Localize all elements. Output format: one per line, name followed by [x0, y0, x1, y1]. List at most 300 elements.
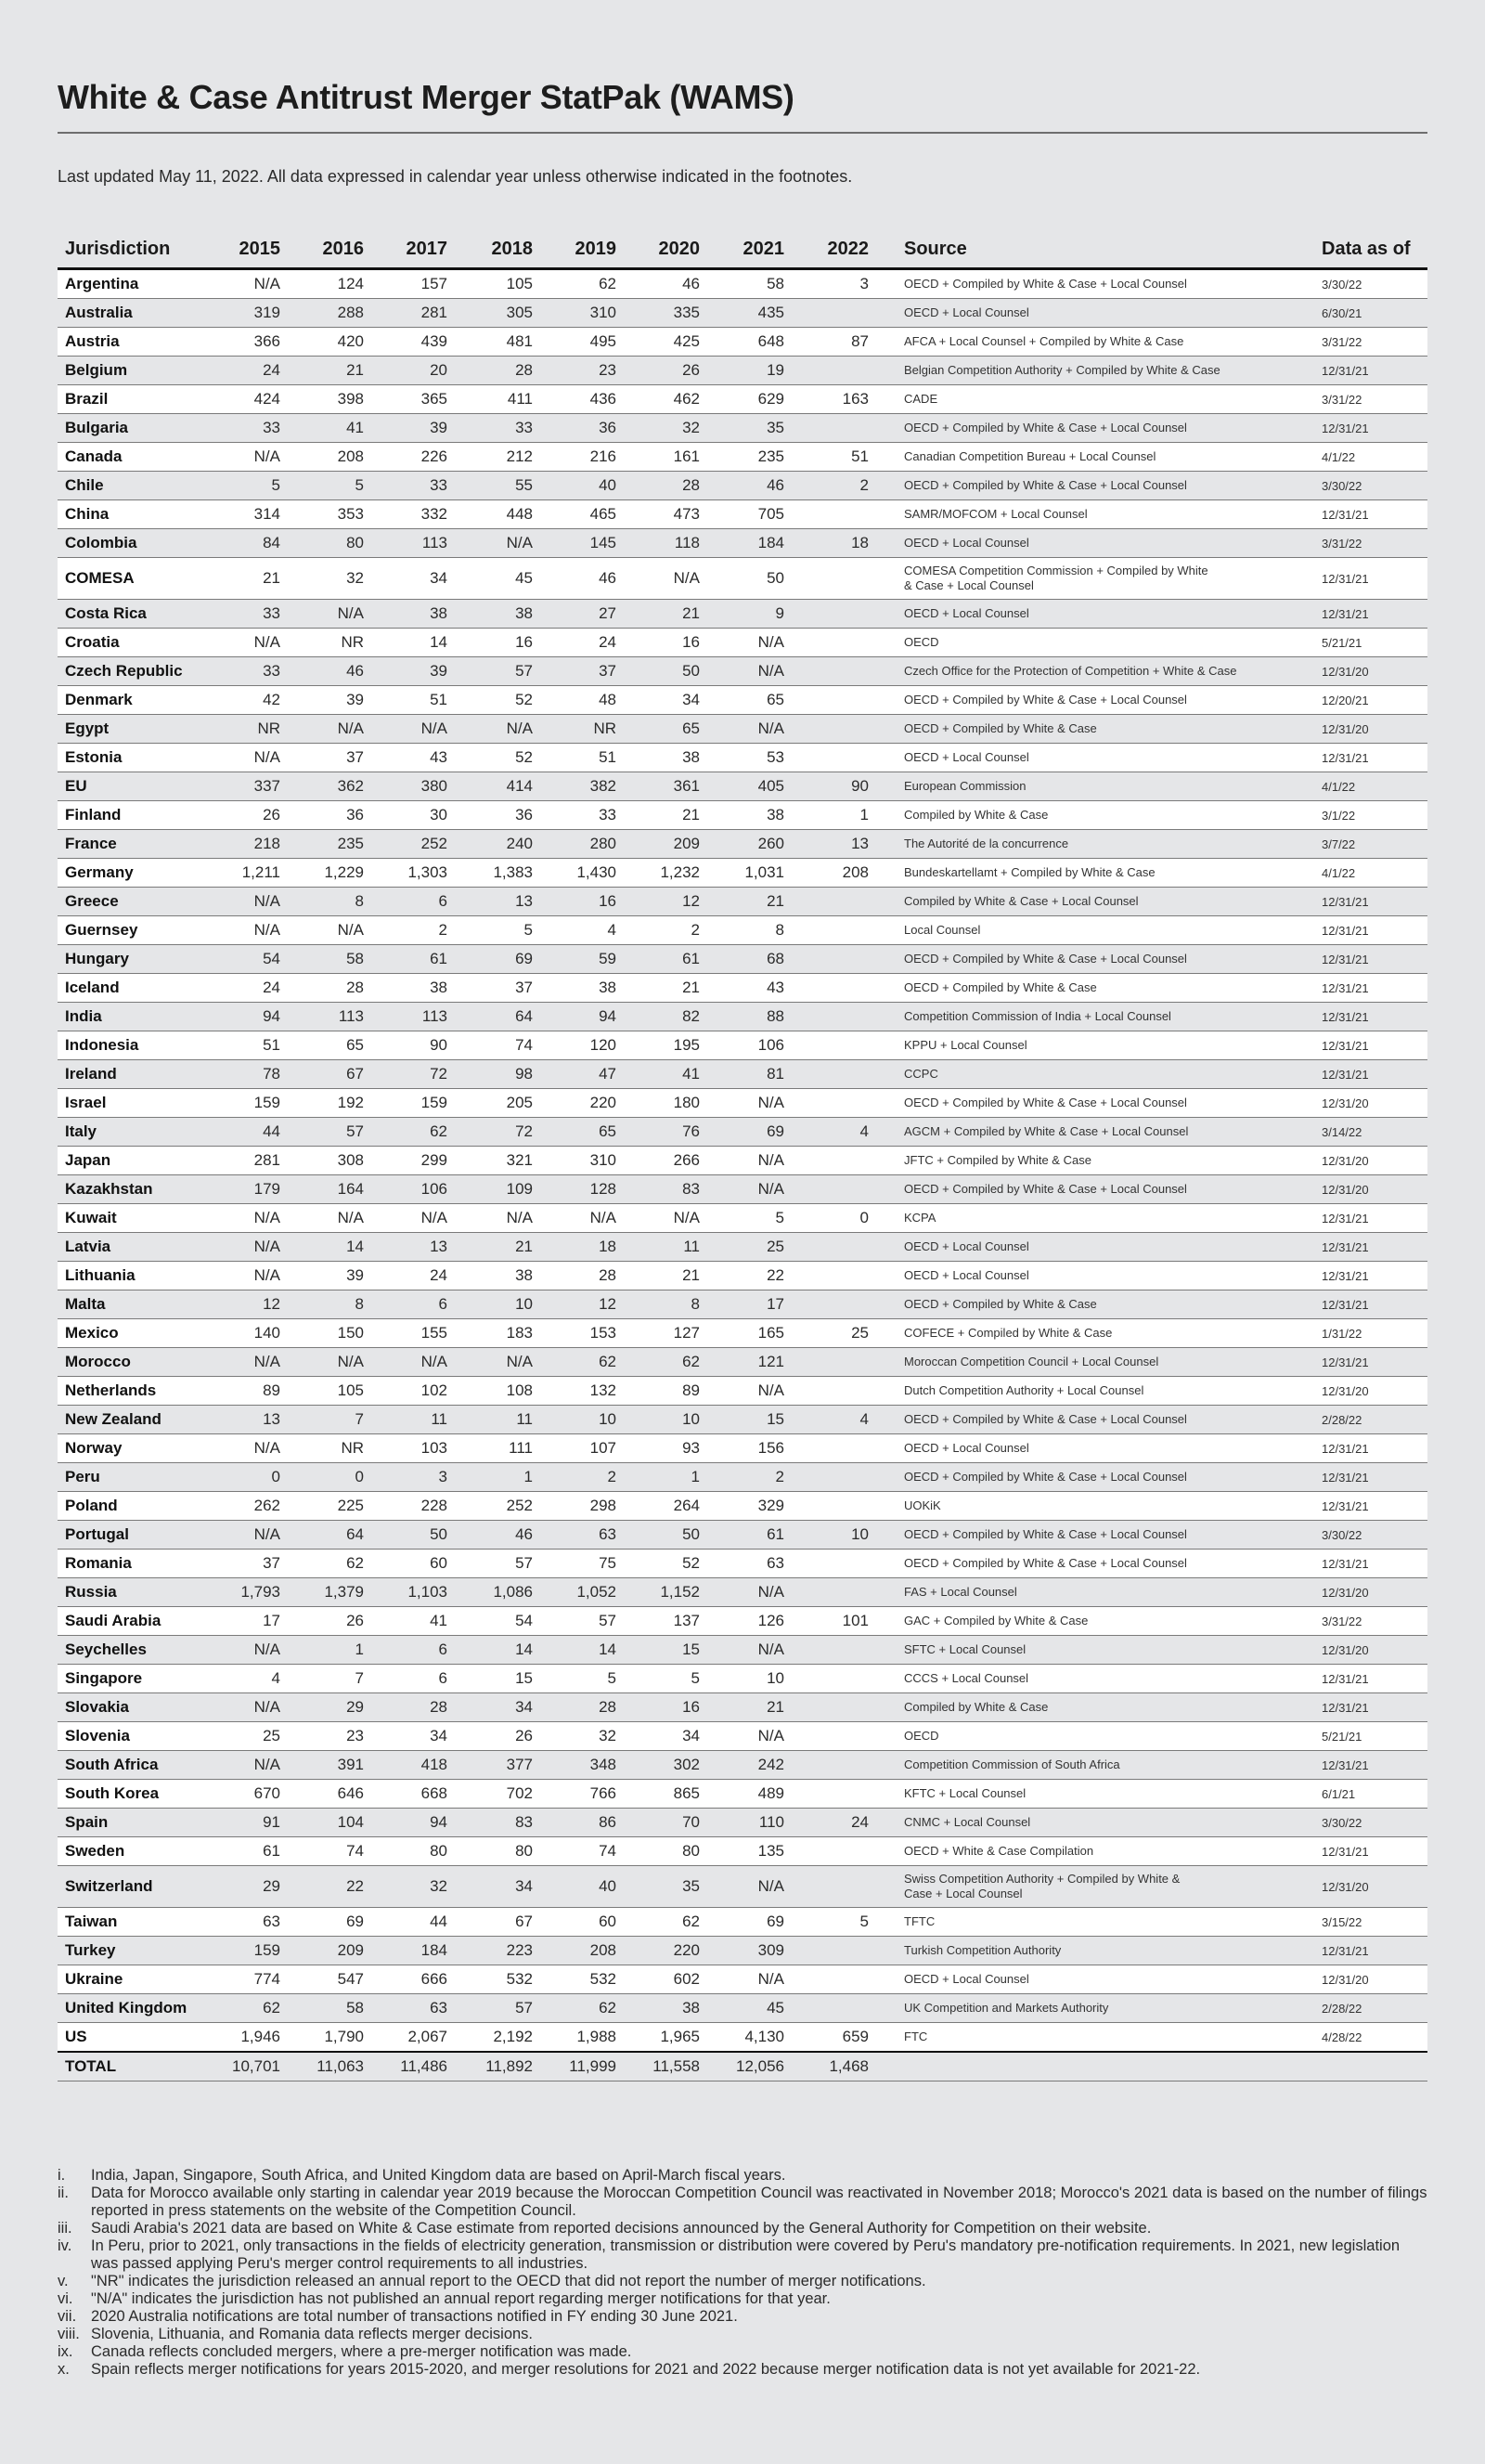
year-value-cell: 58 [700, 269, 784, 299]
table-row [58, 1406, 1427, 1434]
year-value-cell: 156 [700, 1434, 784, 1463]
year-value-cell: 86 [533, 1809, 616, 1837]
footnote [58, 2237, 1427, 2273]
data-as-of-cell: 3/30/22 [1322, 269, 1427, 299]
year-value-cell: 1,793 [223, 1578, 280, 1607]
year-value-cell: 481 [447, 328, 533, 357]
year-value-cell: 113 [364, 1003, 447, 1031]
footnote-text: Slovenia, Lithuania, and Romania data reflects merger decisions. [91, 2326, 534, 2342]
table-row [58, 328, 1427, 357]
year-value-cell: 63 [364, 1994, 447, 2023]
year-value-cell: 57 [447, 657, 533, 686]
source-cell: Local Counsel [869, 916, 1322, 945]
year-value-cell: 78 [223, 1060, 280, 1089]
year-value-cell: 7 [280, 1665, 364, 1693]
year-value-cell: 34 [616, 1722, 700, 1751]
year-value-cell: 10 [533, 1406, 616, 1434]
source-cell: Dutch Competition Authority + Local Counsel [869, 1377, 1322, 1406]
year-value-cell: 89 [223, 1377, 280, 1406]
source-cell: FAS + Local Counsel [869, 1578, 1322, 1607]
source-cell: JFTC + Compiled by White & Case [869, 1147, 1322, 1175]
year-value-cell: 157 [364, 269, 447, 299]
jurisdiction-cell: Czech Republic [58, 657, 223, 686]
year-value-cell: 532 [533, 1965, 616, 1994]
data-as-of-cell: 12/31/21 [1322, 1463, 1427, 1492]
year-value-cell: 68 [700, 945, 784, 974]
table-row [58, 686, 1427, 715]
year-value-cell: 102 [364, 1377, 447, 1406]
year-value-cell: 184 [364, 1937, 447, 1965]
data-as-of-cell: 12/31/21 [1322, 744, 1427, 772]
source-cell: TFTC [869, 1908, 1322, 1937]
jurisdiction-cell: Russia [58, 1578, 223, 1607]
data-as-of-cell: 12/31/21 [1322, 1290, 1427, 1319]
year-value-cell: 411 [447, 385, 533, 414]
year-value-cell: N/A [447, 715, 533, 744]
year-value-cell: 16 [533, 888, 616, 916]
year-value-cell: N/A [700, 1089, 784, 1118]
year-value-cell: 54 [223, 945, 280, 974]
year-value-cell: 159 [364, 1089, 447, 1118]
year-value-cell: 11 [447, 1406, 533, 1434]
year-value-cell: 252 [447, 1492, 533, 1521]
header-data-as-of: Data as of [1322, 228, 1427, 269]
year-value-cell: N/A [223, 1434, 280, 1463]
jurisdiction-cell: India [58, 1003, 223, 1031]
year-value-cell: 308 [280, 1147, 364, 1175]
jurisdiction-cell: Germany [58, 859, 223, 888]
year-value-cell: 137 [616, 1607, 700, 1636]
year-value-cell: 43 [364, 744, 447, 772]
year-value-cell: 11 [364, 1406, 447, 1434]
year-value-cell: 4,130 [700, 2023, 784, 2053]
year-value-cell: 83 [447, 1809, 533, 1837]
source-cell: Turkish Competition Authority [869, 1937, 1322, 1965]
year-value-cell [784, 500, 869, 529]
year-value-cell: 120 [533, 1031, 616, 1060]
footnote-text: India, Japan, Singapore, South Africa, and United Kingdom data are based on April-March fiscal years. [91, 2167, 786, 2184]
table-row [58, 600, 1427, 629]
year-value-cell: 205 [447, 1089, 533, 1118]
year-value-cell: 18 [784, 529, 869, 558]
year-value-cell: 8 [616, 1290, 700, 1319]
year-value-cell: 2 [700, 1463, 784, 1492]
year-value-cell: 184 [700, 529, 784, 558]
year-value-cell [784, 1031, 869, 1060]
year-value-cell: 24 [533, 629, 616, 657]
source-cell: SAMR/MOFCOM + Local Counsel [869, 500, 1322, 529]
year-value-cell: 705 [700, 500, 784, 529]
year-value-cell: 6 [364, 888, 447, 916]
footnote-text: Canada reflects concluded mergers, where a pre-merger notification was made. [91, 2343, 632, 2360]
year-value-cell: 17 [223, 1607, 280, 1636]
jurisdiction-cell: Israel [58, 1089, 223, 1118]
year-value-cell [784, 1377, 869, 1406]
year-value-cell: 414 [447, 772, 533, 801]
year-value-cell: 101 [784, 1607, 869, 1636]
footnote [58, 2290, 1427, 2308]
year-value-cell: 121 [700, 1348, 784, 1377]
jurisdiction-cell: Netherlands [58, 1377, 223, 1406]
jurisdiction-cell: Ukraine [58, 1965, 223, 1994]
total-value-cell: 11,999 [533, 2052, 616, 2081]
year-value-cell: 21 [223, 558, 280, 600]
year-value-cell: N/A [280, 715, 364, 744]
year-value-cell: 2,192 [447, 2023, 533, 2053]
data-as-of-cell: 12/31/20 [1322, 1377, 1427, 1406]
year-value-cell: N/A [223, 443, 280, 472]
year-value-cell: 63 [223, 1908, 280, 1937]
year-value-cell: 52 [447, 686, 533, 715]
year-value-cell: 45 [700, 1994, 784, 2023]
year-value-cell: 59 [533, 945, 616, 974]
table-row [58, 859, 1427, 888]
year-value-cell: 37 [223, 1550, 280, 1578]
year-value-cell: 105 [447, 269, 533, 299]
year-value-cell: 126 [700, 1607, 784, 1636]
year-value-cell: 28 [364, 1693, 447, 1722]
year-value-cell: 19 [700, 357, 784, 385]
source-cell: OECD + Local Counsel [869, 1262, 1322, 1290]
jurisdiction-cell: Bulgaria [58, 414, 223, 443]
year-value-cell: 52 [616, 1550, 700, 1578]
jurisdiction-cell: Austria [58, 328, 223, 357]
year-value-cell: 32 [533, 1722, 616, 1751]
source-cell: AFCA + Local Counsel + Compiled by White & Case [869, 328, 1322, 357]
year-value-cell: 60 [533, 1908, 616, 1937]
year-value-cell: 159 [223, 1937, 280, 1965]
table-row [58, 1607, 1427, 1636]
year-value-cell: 40 [533, 472, 616, 500]
year-value-cell: 38 [364, 974, 447, 1003]
table-row [58, 1908, 1427, 1937]
year-value-cell: 103 [364, 1434, 447, 1463]
table-row [58, 1809, 1427, 1837]
table-row [58, 1866, 1427, 1908]
year-value-cell: 1,988 [533, 2023, 616, 2053]
year-value-cell: 87 [784, 328, 869, 357]
year-value-cell: 72 [364, 1060, 447, 1089]
jurisdiction-cell: Iceland [58, 974, 223, 1003]
last-updated-note: Last updated May 11, 2022. All data expressed in calendar year unless otherwise indicated in the footnotes. [58, 167, 853, 186]
year-value-cell: N/A [447, 529, 533, 558]
data-as-of-cell: 3/30/22 [1322, 1521, 1427, 1550]
year-value-cell: 314 [223, 500, 280, 529]
year-value-cell: 6 [364, 1665, 447, 1693]
data-as-of-cell: 3/7/22 [1322, 830, 1427, 859]
year-value-cell: N/A [223, 1693, 280, 1722]
source-cell: OECD + Local Counsel [869, 1434, 1322, 1463]
year-value-cell: 21 [700, 1693, 784, 1722]
header-year: 2017 [364, 228, 447, 269]
year-value-cell: 106 [700, 1031, 784, 1060]
year-value-cell: 14 [447, 1636, 533, 1665]
footnotes-list [58, 2167, 1427, 2379]
jurisdiction-cell: Mexico [58, 1319, 223, 1348]
year-value-cell: 212 [447, 443, 533, 472]
year-value-cell: 34 [447, 1866, 533, 1908]
source-cell: OECD + Compiled by White & Case + Local Counsel [869, 1406, 1322, 1434]
table-row [58, 299, 1427, 328]
year-value-cell: 32 [616, 414, 700, 443]
year-value-cell: 28 [533, 1262, 616, 1290]
jurisdiction-cell: Peru [58, 1463, 223, 1492]
jurisdiction-cell: Finland [58, 801, 223, 830]
year-value-cell: NR [223, 715, 280, 744]
table-row [58, 269, 1427, 299]
data-as-of-cell: 12/31/21 [1322, 888, 1427, 916]
footnote-number: v. [58, 2273, 69, 2289]
table-row [58, 1751, 1427, 1780]
table-row [58, 1003, 1427, 1031]
year-value-cell [784, 1994, 869, 2023]
year-value-cell: 40 [533, 1866, 616, 1908]
jurisdiction-cell: Ireland [58, 1060, 223, 1089]
year-value-cell: 208 [784, 859, 869, 888]
year-value-cell: N/A [223, 1233, 280, 1262]
total-row [58, 2052, 1427, 2081]
year-value-cell: 4 [223, 1665, 280, 1693]
year-value-cell: 0 [784, 1204, 869, 1233]
source-cell: OECD + Local Counsel [869, 744, 1322, 772]
year-value-cell: 337 [223, 772, 280, 801]
year-value-cell: 38 [700, 801, 784, 830]
source-cell: SFTC + Local Counsel [869, 1636, 1322, 1665]
year-value-cell: 4 [784, 1118, 869, 1147]
year-value-cell: 332 [364, 500, 447, 529]
year-value-cell: 140 [223, 1319, 280, 1348]
source-cell: OECD + Compiled by White & Case + Local Counsel [869, 472, 1322, 500]
data-as-of-cell: 12/31/21 [1322, 916, 1427, 945]
year-value-cell: 5 [223, 472, 280, 500]
year-value-cell: 127 [616, 1319, 700, 1348]
year-value-cell: 418 [364, 1751, 447, 1780]
year-value-cell: 63 [533, 1521, 616, 1550]
year-value-cell: 774 [223, 1965, 280, 1994]
year-value-cell: 69 [280, 1908, 364, 1937]
table-row [58, 1175, 1427, 1204]
year-value-cell: 216 [533, 443, 616, 472]
year-value-cell: N/A [533, 1204, 616, 1233]
table-row [58, 1492, 1427, 1521]
jurisdiction-cell: Argentina [58, 269, 223, 299]
year-value-cell: 4 [533, 916, 616, 945]
year-value-cell: 110 [700, 1809, 784, 1837]
year-value-cell: 220 [533, 1089, 616, 1118]
year-value-cell: 12 [533, 1290, 616, 1319]
year-value-cell: 14 [364, 629, 447, 657]
year-value-cell: 235 [700, 443, 784, 472]
year-value-cell: 58 [280, 945, 364, 974]
year-value-cell: N/A [364, 1204, 447, 1233]
year-value-cell: 21 [616, 1262, 700, 1290]
jurisdiction-cell: Costa Rica [58, 600, 223, 629]
footnote [58, 2361, 1427, 2379]
source-cell: OECD + Local Counsel [869, 529, 1322, 558]
year-value-cell: N/A [223, 269, 280, 299]
data-as-of-cell: 12/31/21 [1322, 1837, 1427, 1866]
year-value-cell: 1,229 [280, 859, 364, 888]
data-as-of-cell: 12/31/21 [1322, 1550, 1427, 1578]
year-value-cell: 240 [447, 830, 533, 859]
year-value-cell: 41 [364, 1607, 447, 1636]
data-as-of-cell: 3/30/22 [1322, 472, 1427, 500]
year-value-cell [784, 1751, 869, 1780]
year-value-cell: 124 [280, 269, 364, 299]
year-value-cell: 1 [447, 1463, 533, 1492]
year-value-cell: 32 [364, 1866, 447, 1908]
year-value-cell: 1,383 [447, 859, 533, 888]
table-row [58, 1147, 1427, 1175]
year-value-cell: 179 [223, 1175, 280, 1204]
year-value-cell: 62 [223, 1994, 280, 2023]
year-value-cell [784, 1348, 869, 1377]
data-as-of-cell: 4/1/22 [1322, 859, 1427, 888]
table-row [58, 1290, 1427, 1319]
table-row [58, 974, 1427, 1003]
year-value-cell: 37 [447, 974, 533, 1003]
year-value-cell: 57 [447, 1550, 533, 1578]
jurisdiction-cell: Turkey [58, 1937, 223, 1965]
table-row [58, 1937, 1427, 1965]
year-value-cell: 21 [616, 600, 700, 629]
footnote-text: Spain reflects merger notifications for years 2015-2020, and merger resolutions for 2021 and 2022 because merger notification data is not yet available for 2021-22. [91, 2361, 1201, 2378]
data-as-of-cell: 12/31/21 [1322, 414, 1427, 443]
year-value-cell: 163 [784, 385, 869, 414]
year-value-cell: N/A [447, 1204, 533, 1233]
source-cell: Belgian Competition Authority + Compiled by White & Case [869, 357, 1322, 385]
year-value-cell: 61 [616, 945, 700, 974]
data-as-of-cell: 3/31/22 [1322, 529, 1427, 558]
table-row [58, 1994, 1427, 2023]
jurisdiction-cell: Hungary [58, 945, 223, 974]
footnote [58, 2308, 1427, 2326]
table-row [58, 558, 1427, 600]
table-row [58, 629, 1427, 657]
year-value-cell: 298 [533, 1492, 616, 1521]
table-row [58, 657, 1427, 686]
year-value-cell: 80 [280, 529, 364, 558]
jurisdiction-cell: Poland [58, 1492, 223, 1521]
year-value-cell: 39 [280, 686, 364, 715]
year-value-cell: 37 [280, 744, 364, 772]
data-as-of-cell: 12/31/21 [1322, 1434, 1427, 1463]
year-value-cell: N/A [223, 1262, 280, 1290]
year-value-cell: 37 [533, 657, 616, 686]
year-value-cell: 62 [364, 1118, 447, 1147]
source-cell: OECD + Local Counsel [869, 1965, 1322, 1994]
year-value-cell: 36 [280, 801, 364, 830]
table-row [58, 1262, 1427, 1290]
source-cell: European Commission [869, 772, 1322, 801]
jurisdiction-cell: EU [58, 772, 223, 801]
year-value-cell: 2 [616, 916, 700, 945]
year-value-cell: 462 [616, 385, 700, 414]
year-value-cell: 0 [223, 1463, 280, 1492]
empty-cell [869, 2052, 1322, 2081]
year-value-cell: 22 [700, 1262, 784, 1290]
year-value-cell: 46 [280, 657, 364, 686]
year-value-cell: 309 [700, 1937, 784, 1965]
year-value-cell: 391 [280, 1751, 364, 1780]
total-value-cell: 12,056 [700, 2052, 784, 2081]
data-as-of-cell: 1/31/22 [1322, 1319, 1427, 1348]
jurisdiction-cell: Japan [58, 1147, 223, 1175]
year-value-cell: 82 [616, 1003, 700, 1031]
year-value-cell [784, 1722, 869, 1751]
year-value-cell: 13 [784, 830, 869, 859]
year-value-cell: 766 [533, 1780, 616, 1809]
year-value-cell: 23 [533, 357, 616, 385]
year-value-cell: 547 [280, 1965, 364, 1994]
jurisdiction-cell: Egypt [58, 715, 223, 744]
year-value-cell [784, 1262, 869, 1290]
year-value-cell [784, 1636, 869, 1665]
year-value-cell: 153 [533, 1319, 616, 1348]
table-row [58, 1348, 1427, 1377]
year-value-cell: 348 [533, 1751, 616, 1780]
data-as-of-cell: 3/31/22 [1322, 328, 1427, 357]
year-value-cell: 55 [447, 472, 533, 500]
year-value-cell: 865 [616, 1780, 700, 1809]
header-year: 2018 [447, 228, 533, 269]
merger-stats-table [58, 228, 1427, 2081]
year-value-cell: 1 [280, 1636, 364, 1665]
jurisdiction-cell: Norway [58, 1434, 223, 1463]
footnote-text: In Peru, prior to 2021, only transactions in the fields of electricity generation, transmission or distribution were covered by Peru's mandatory pre-notification requirements. In 2021, new legislation was passed applying Peru's merger control requirements to all industries. [91, 2237, 1401, 2272]
year-value-cell: 65 [280, 1031, 364, 1060]
table-row [58, 916, 1427, 945]
footnote [58, 2167, 1427, 2185]
year-value-cell: 8 [280, 888, 364, 916]
total-value-cell: 11,892 [447, 2052, 533, 2081]
year-value-cell: 50 [700, 558, 784, 600]
year-value-cell: N/A [700, 1965, 784, 1994]
year-value-cell: N/A [280, 600, 364, 629]
source-cell: OECD + Compiled by White & Case + Local Counsel [869, 686, 1322, 715]
data-as-of-cell: 12/31/20 [1322, 1147, 1427, 1175]
year-value-cell: 1,211 [223, 859, 280, 888]
year-value-cell: 159 [223, 1089, 280, 1118]
year-value-cell [784, 1175, 869, 1204]
year-value-cell: N/A [223, 1636, 280, 1665]
jurisdiction-cell: Italy [58, 1118, 223, 1147]
footnote-number: ix. [58, 2343, 73, 2360]
year-value-cell: 63 [700, 1550, 784, 1578]
data-as-of-cell: 12/31/21 [1322, 1348, 1427, 1377]
year-value-cell: 398 [280, 385, 364, 414]
data-as-of-cell: 4/1/22 [1322, 772, 1427, 801]
page-title: White & Case Antitrust Merger StatPak (WAMS) [58, 78, 794, 116]
year-value-cell [784, 1060, 869, 1089]
year-value-cell: 28 [280, 974, 364, 1003]
table-row [58, 888, 1427, 916]
year-value-cell: 5 [280, 472, 364, 500]
year-value-cell: 164 [280, 1175, 364, 1204]
year-value-cell: N/A [223, 1751, 280, 1780]
year-value-cell: N/A [223, 1348, 280, 1377]
table-body [58, 269, 1427, 2081]
source-cell: Compiled by White & Case + Local Counsel [869, 888, 1322, 916]
year-value-cell: 4 [784, 1406, 869, 1434]
data-as-of-cell: 3/14/22 [1322, 1118, 1427, 1147]
data-as-of-cell: 3/15/22 [1322, 1908, 1427, 1937]
year-value-cell: N/A [223, 1521, 280, 1550]
table-row [58, 1204, 1427, 1233]
year-value-cell: 195 [616, 1031, 700, 1060]
source-cell: OECD + Compiled by White & Case [869, 1290, 1322, 1319]
header-year: 2021 [700, 228, 784, 269]
